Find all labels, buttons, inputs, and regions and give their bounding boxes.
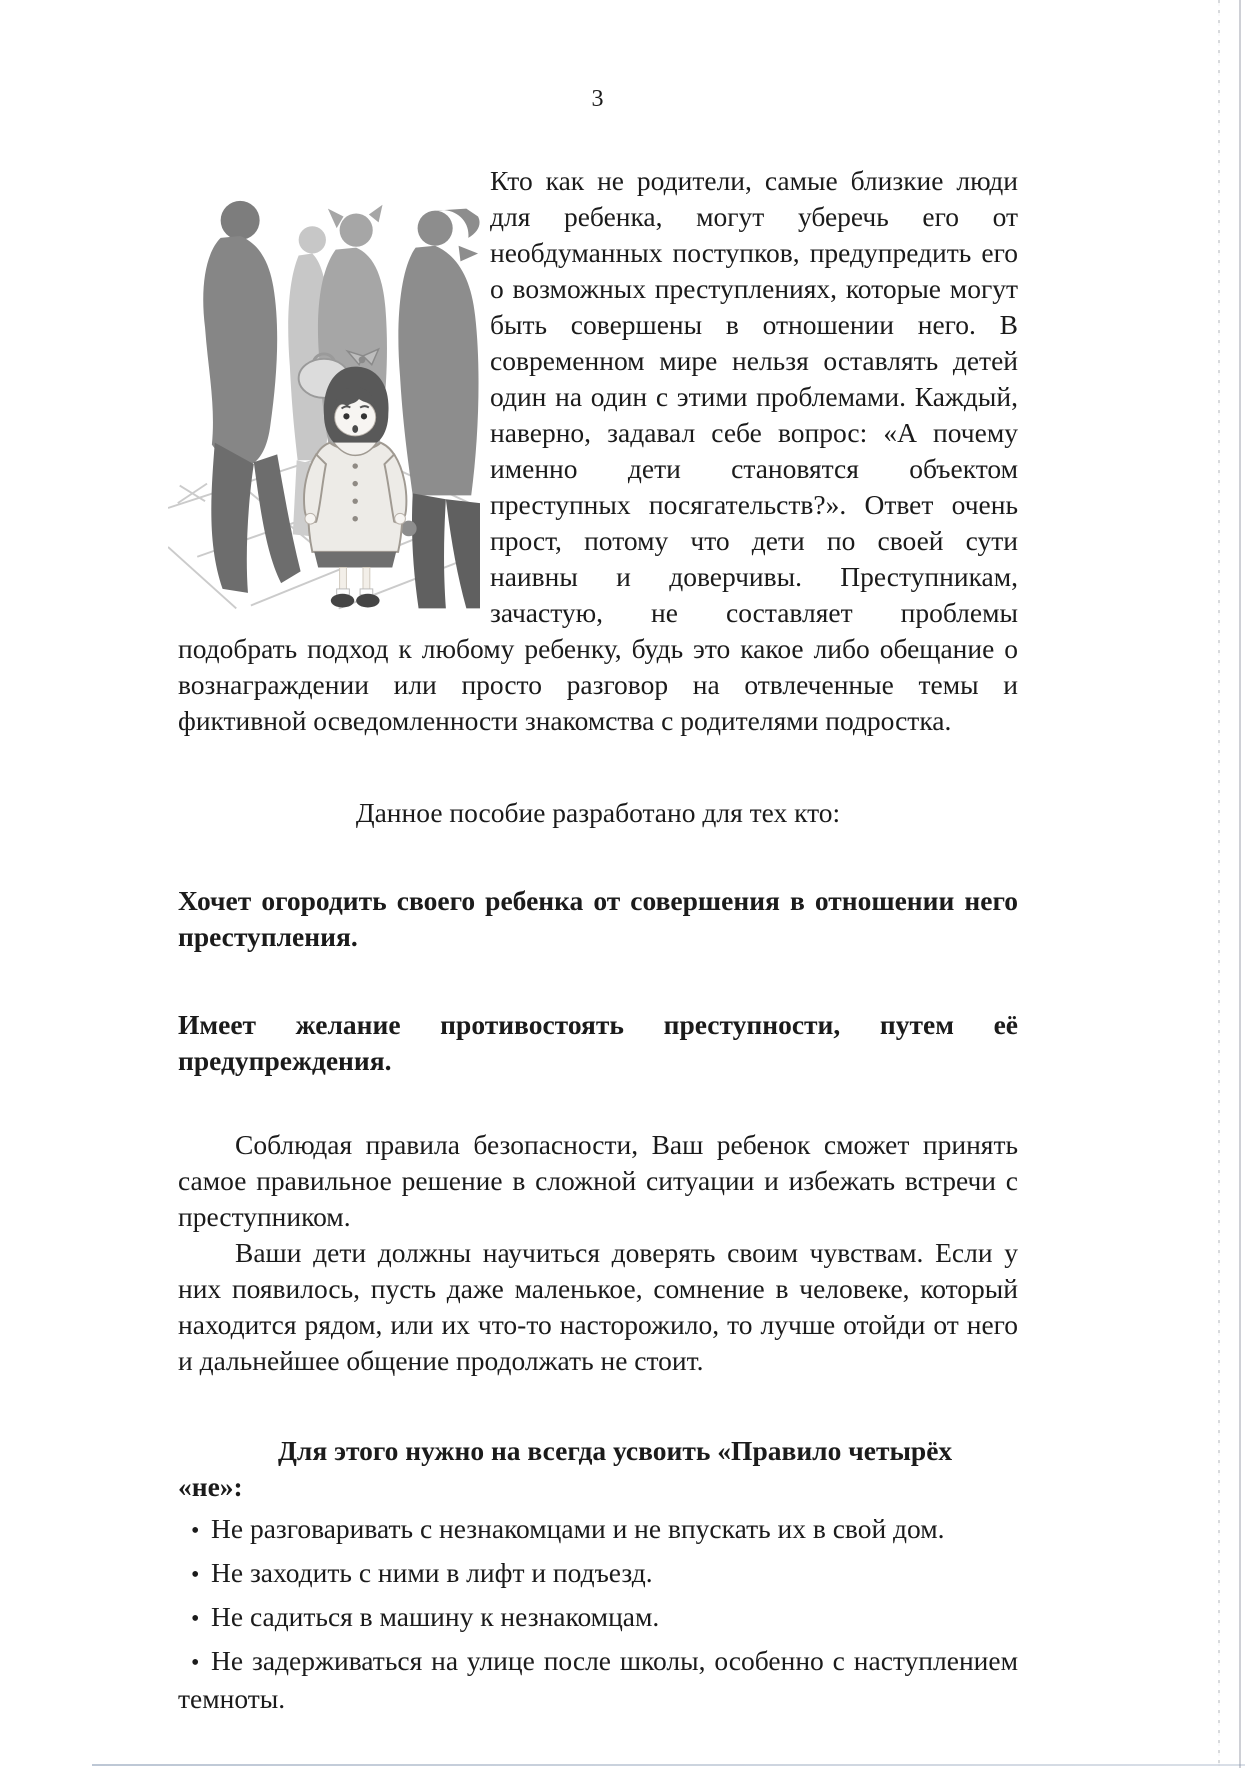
bullet-icon: • <box>191 1650 200 1676</box>
bullet-icon: • <box>191 1606 200 1632</box>
list-item <box>178 1643 1018 1717</box>
four-nots-list <box>178 1511 1018 1717</box>
intro-paragraph <box>178 163 1018 739</box>
girl-among-strangers-drawing <box>168 167 480 615</box>
document-content <box>178 163 1018 1717</box>
crowd-illustration <box>168 167 480 615</box>
page-number: 3 <box>591 86 605 112</box>
guide-purpose-line: Данное пособие разработано для тех кто: <box>355 797 841 828</box>
audience-statement-1: Хочет огородить своего ребенка от совершения в отношении него преступления. <box>178 885 1018 952</box>
safety-paragraph: Соблюдая правила безопасности, Ваш ребенок сможет принять самое правильное решение в сложной ситуации и избежать встречи с преступником. <box>178 1129 1018 1232</box>
list-item-text: Не задерживаться на улице после школы, особенно с наступлением темноты. <box>178 1645 1018 1714</box>
list-item-text: Не садиться в машину к незнакомцам. <box>211 1601 660 1632</box>
bullet-icon: • <box>191 1562 200 1588</box>
list-item-text: Не разговаривать с незнакомцами и не впускать их в свой дом. <box>211 1513 945 1544</box>
intro-text: Кто как не родители, самые близкие люди для ребенка, могут уберечь его от необдуманных поступков, предупредить его о возможных преступлениях, которые могут быть совершены в отношении него. В современном мире нельзя оставлять детей один на один с этими проблемами. Каждый, наверно, задавал себе вопрос: «А почему именно дети становятся объектом преступных посягательств?». Ответ очень прост, потому что дети по своей сути наивны и доверчивы. Преступникам, зачастую, не составляет проблемы подобрать подход к любому ребенку, будь это какое либо обещание о вознаграждении или просто разговор на отвлеченные темы и фиктивной осведомленности знакомства с родителями подростка. <box>178 165 1018 736</box>
list-item <box>178 1555 1018 1593</box>
list-item <box>178 1599 1018 1637</box>
scan-artifact-edge-line <box>1239 0 1241 1768</box>
list-item-text: Не заходить с ними в лифт и подъезд. <box>211 1557 653 1588</box>
silhouette-left-adult <box>203 201 300 593</box>
bullet-icon: • <box>191 1518 200 1544</box>
four-nots-heading: Для этого нужно на всегда усвоить «Правило четырёх «не»: <box>178 1435 953 1502</box>
scan-artifact-bottom-line <box>92 1764 1245 1766</box>
list-item <box>178 1511 1018 1549</box>
trust-paragraph: Ваши дети должны научиться доверять своим чувствам. Если у них появилось, пусть даже маленькое, сомнение в человеке, который находится рядом, или их что-то насторожило, то лучше отойди от него и дальнейшее общение продолжать не стоит. <box>178 1237 1018 1376</box>
audience-statement-2: Имеет желание противостоять преступности, путем её предупреждения. <box>178 1009 1018 1076</box>
silhouette-right-adult <box>398 209 480 609</box>
scan-artifact-dotted-line <box>1218 0 1220 1768</box>
